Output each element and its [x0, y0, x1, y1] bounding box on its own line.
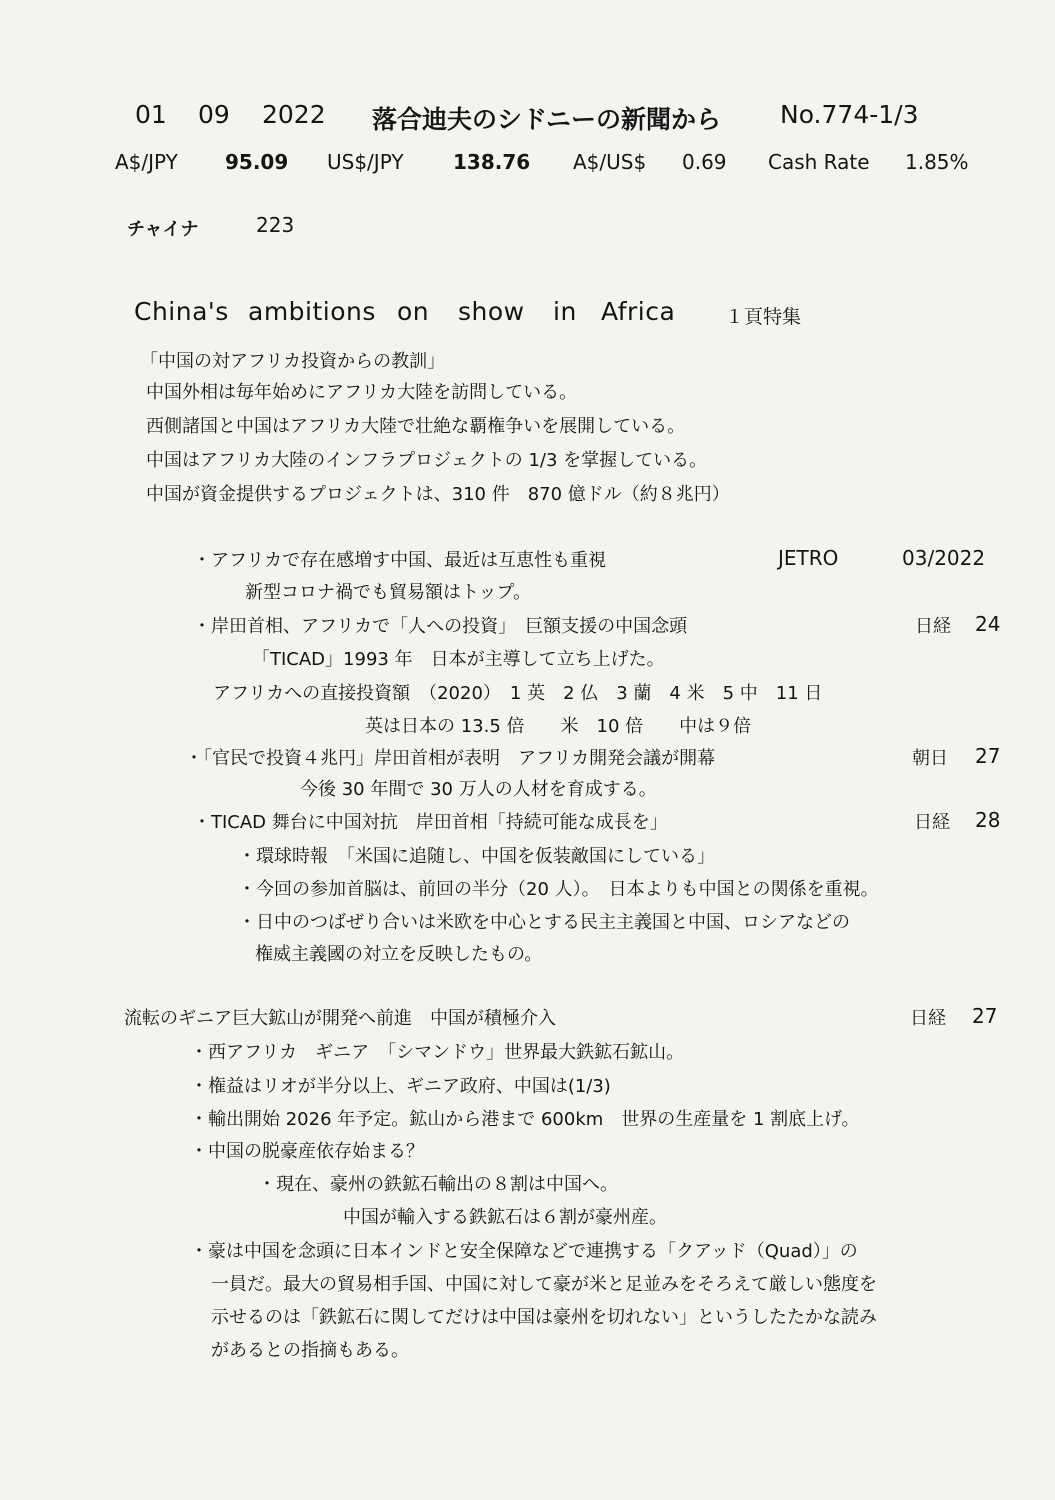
news-item: ・「官民で投資４兆円」岸田首相が表明 アフリカ開発会議が開幕 [185, 748, 716, 769]
guinea-line: ・西アフリカ ギニア 「シマンドウ」世界最大鉄鉱石鉱山。 [190, 1042, 685, 1063]
intro-line: 中国外相は毎年始めにアフリカ大陸を訪問している。 [146, 382, 578, 403]
news-subline: 英は日本の 13.5 倍 米 10 倍 中は９倍 [365, 716, 752, 737]
article-title-word: ambitions [248, 297, 376, 326]
article-title-word: in [553, 297, 577, 326]
news-subline: 新型コロナ禍でも貿易額はトップ。 [245, 582, 532, 603]
news-subline: 「TICAD」1993 年 日本が主導して立ち上げた。 [252, 649, 665, 670]
guinea-line: 一員だ。最大の貿易相手国、中国に対して豪が米と足並みをそろえて厳しい態度を [211, 1274, 877, 1295]
article-title-note: １頁特集 [725, 306, 802, 328]
news-source: 日経 [915, 616, 951, 637]
intro-line: 中国はアフリカ大陸のインフラプロジェクトの 1/3 を掌握している。 [146, 450, 708, 471]
guinea-line: ・輸出開始 2026 年予定。鉱山から港まで 600km 世界の生産量を 1 割底上げ。 [190, 1109, 860, 1130]
aud-jpy-value: 95.09 [225, 150, 289, 174]
news-date: 03/2022 [902, 546, 986, 570]
guinea-source: 日経 [910, 1008, 946, 1029]
aud-jpy-label: A$/JPY [115, 150, 178, 174]
news-subline: 今後 30 年間で 30 万人の人材を育成する。 [300, 779, 657, 800]
news-subline: アフリカへの直接投資額 （2020） 1 英 2 仏 3 蘭 4 米 5 中 11 日 [213, 683, 823, 704]
cash-rate-label: Cash Rate [768, 150, 870, 174]
article-title-word: Africa [601, 297, 676, 326]
cash-rate-value: 1.85% [905, 150, 969, 174]
issue-date-year: 2022 [262, 100, 326, 129]
usd-jpy-value: 138.76 [453, 150, 531, 174]
article-title-word: on [397, 297, 430, 326]
issue-date-day: 01 [135, 100, 167, 129]
guinea-date: 27 [972, 1004, 998, 1028]
guinea-line: 示せるのは「鉄鉱石に関してだけは中国は豪州を切れない」というしたたかな読み [211, 1307, 877, 1328]
news-subline: ・環球時報 「米国に追随し、中国を仮装敵国にしている」 [238, 846, 715, 867]
guinea-line: ・豪は中国を念頭に日本インドと安全保障などで連携する「クアッド（Quad）」の [190, 1241, 858, 1262]
news-item: ・アフリカで存在感増す中国、最近は互恵性も重視 [193, 550, 607, 571]
issue-number: No.774-1/3 [780, 100, 919, 129]
guinea-line: ・中国の脱豪産依存始まる？ [190, 1141, 424, 1162]
usd-jpy-label: US$/JPY [327, 150, 404, 174]
intro-line: 中国が資金提供するプロジェクトは、310 件 870 億ドル（約８兆円） [146, 484, 730, 505]
news-date: 24 [975, 612, 1001, 636]
series-title: 落合迪夫のシドニーの新聞から [372, 105, 722, 134]
news-date: 27 [975, 744, 1001, 768]
article-title-word: show [458, 297, 525, 326]
article-title-word: China's [134, 297, 229, 326]
section-name: チャイナ [127, 219, 199, 240]
news-date: 28 [975, 808, 1001, 832]
aud-usd-value: 0.69 [682, 150, 727, 174]
news-source: 日経 [914, 812, 950, 833]
news-source: JETRO [778, 546, 839, 570]
news-item: ・TICAD 舞台に中国対抗 岸田首相「持続可能な成長を」 [193, 812, 668, 833]
issue-date-month: 09 [198, 100, 230, 129]
news-source: 朝日 [912, 748, 948, 769]
news-subline: ・日中のつばぜり合いは米欧を中心とする民主主義国と中国、ロシアなどの [238, 912, 850, 933]
guinea-line: ・権益はリオが半分以上、ギニア政府、中国は(1/3) [190, 1076, 611, 1097]
guinea-line: があるとの指摘もある。 [211, 1340, 409, 1361]
guinea-line: ・現在、豪州の鉄鉱石輸出の８割は中国へ。 [258, 1174, 618, 1195]
intro-line: 「中国の対アフリカ投資からの教訓」 [140, 351, 446, 372]
section-number: 223 [256, 213, 295, 237]
aud-usd-label: A$/US$ [573, 150, 647, 174]
news-subline: ・今回の参加首脳は、前回の半分（20 人）。 日本よりも中国との関係を重視。 [238, 879, 879, 900]
intro-line: 西側諸国と中国はアフリカ大陸で壮絶な覇権争いを展開している。 [146, 416, 686, 437]
guinea-headline: 流転のギニア巨大鉱山が開発へ前進 中国が積極介入 [124, 1008, 556, 1029]
news-item: ・岸田首相、アフリカで「人への投資」 巨額支援の中国念頭 [193, 616, 688, 637]
guinea-line: 中国が輸入する鉄鉱石は６割が豪州産。 [343, 1207, 667, 1228]
news-subline: 権威主義國の対立を反映したもの。 [255, 944, 543, 965]
